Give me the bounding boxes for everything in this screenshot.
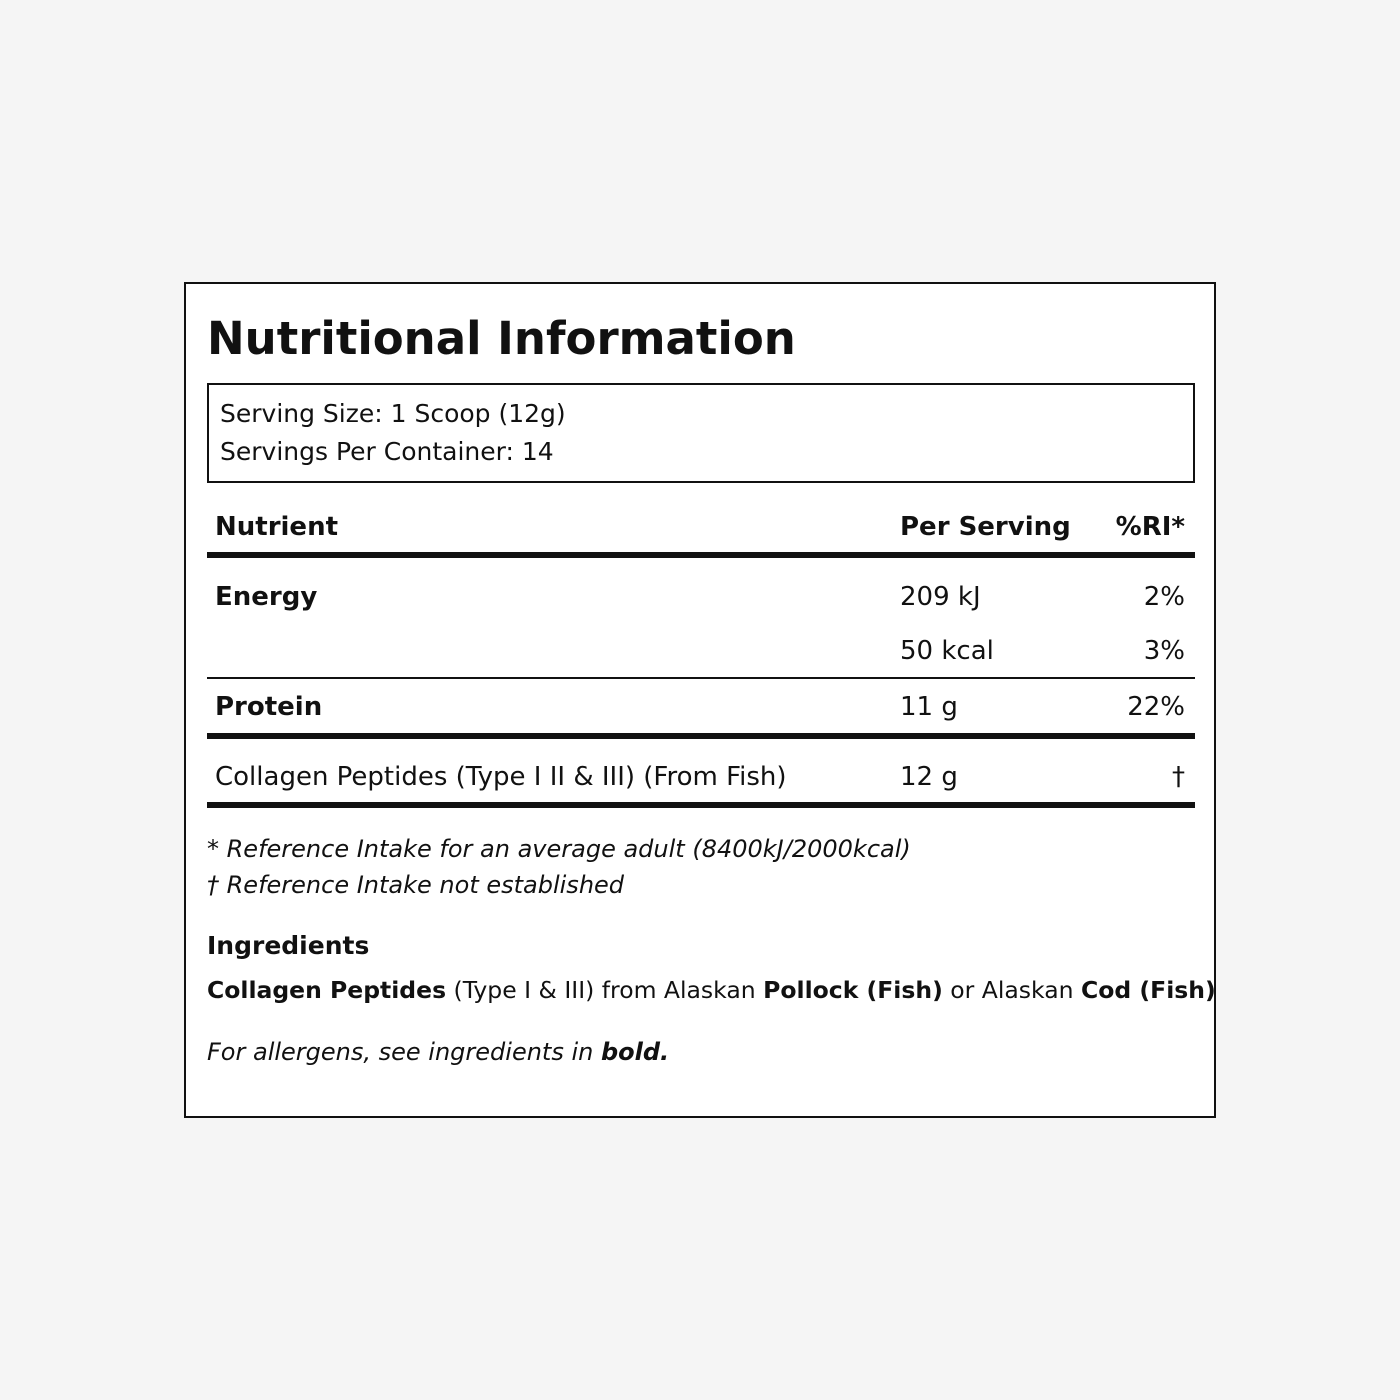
row-collagen-amount: 12 g [900, 762, 958, 792]
serving-info-box [207, 383, 1195, 483]
servings-per-container: Servings Per Container: 14 [220, 437, 554, 466]
ingredient-text-part: (Type I & III) from Alaskan [446, 976, 764, 1004]
nutrition-label [184, 282, 1216, 1118]
ingredient-cod: Cod (Fish) [1081, 976, 1216, 1004]
section-divider [207, 733, 1195, 739]
row-protein-name: Protein [215, 692, 323, 722]
row-protein-ri: 22% [1127, 692, 1185, 722]
serving-size: Serving Size: 1 Scoop (12g) [220, 399, 566, 428]
header-ri: %RI* [1115, 512, 1185, 542]
ingredients-heading: Ingredients [207, 931, 370, 960]
row-energy-kj-ri: 2% [1143, 582, 1185, 612]
row-energy-kcal-ri: 3% [1143, 636, 1185, 666]
ingredient-collagen-peptides: Collagen Peptides [207, 976, 447, 1004]
table-bottom-divider [207, 802, 1195, 808]
label-title: Nutritional Information [207, 312, 796, 365]
row-collagen-name: Collagen Peptides (Type I II & III) (From Fish) [215, 762, 787, 792]
allergen-bold-word: bold. [600, 1038, 670, 1066]
ingredient-pollock: Pollock (Fish) [763, 976, 943, 1004]
row-energy-name: Energy [215, 582, 318, 612]
ingredient-text-part: or Alaskan [942, 976, 1082, 1004]
header-per-serving: Per Serving [900, 512, 1071, 542]
header-divider [207, 552, 1195, 558]
row-energy-kcal-amount: 50 kcal [900, 636, 994, 666]
row-energy-kj-amount: 209 kJ [900, 582, 981, 612]
ingredients-text [207, 974, 1216, 1006]
footnote-reference-intake: * Reference Intake for an average adult (8400kJ/2000kcal) [207, 835, 911, 863]
row-collagen-ri: † [1172, 762, 1185, 792]
header-nutrient: Nutrient [215, 512, 339, 542]
row-protein-amount: 11 g [900, 692, 958, 722]
allergen-note [207, 1036, 669, 1068]
allergen-text: For allergens, see ingredients in [207, 1038, 601, 1066]
row-divider [207, 677, 1195, 679]
footnote-not-established: † Reference Intake not established [207, 871, 625, 899]
